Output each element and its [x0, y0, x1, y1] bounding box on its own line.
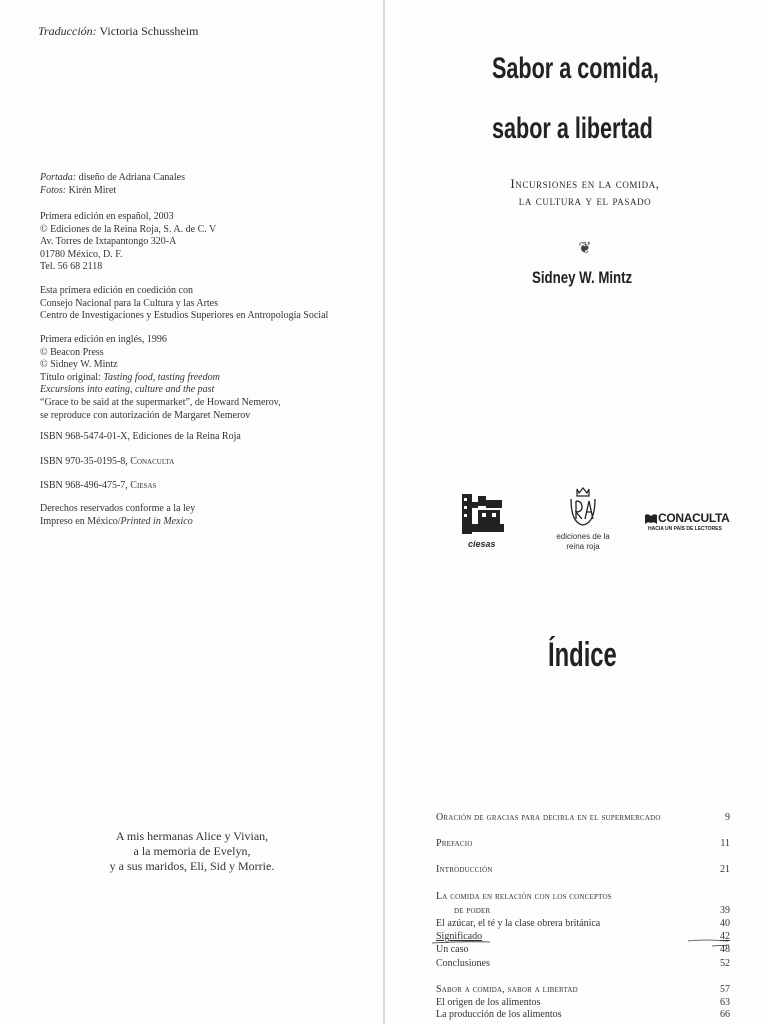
toc-entry-label: Oración de gracias para decirla en el supermercado: [436, 812, 661, 823]
toc-entry-label: Prefacio: [436, 838, 473, 849]
isbn-conaculta: [40, 456, 174, 469]
translation-credit: [38, 24, 198, 39]
isbn-number: ISBN 968-496-475-7,: [40, 480, 128, 491]
edition-line: Primera edición en inglés, 1996: [40, 334, 167, 345]
toc-entry-label: Significado: [436, 931, 483, 942]
subtitle-line: Incursiones en la comida,: [510, 176, 660, 191]
dedication-line: a la memoria de Evelyn,: [133, 844, 251, 858]
edition-line: © Ediciones de la Reina Roja, S. A. de C. V: [40, 223, 217, 235]
pen-annotation-mark: [430, 926, 740, 952]
toc-entry-page: 40: [720, 918, 730, 929]
conaculta-logo-text: CONACULTA: [658, 511, 730, 525]
printed-line: [40, 516, 193, 529]
toc-entry[interactable]: [436, 997, 730, 1008]
toc-entry-label: Introducción: [436, 864, 493, 875]
toc-entry[interactable]: [436, 812, 730, 823]
original-subtitle: Excursions into eating, culture and the past: [40, 384, 215, 396]
coedition-block: [40, 285, 328, 323]
cover-label: Portada:: [40, 172, 77, 183]
permission-line: se reproduce con autorización de Margaret Nemerov: [40, 409, 251, 421]
edition-line: 01780 México, D. F.: [40, 248, 123, 260]
printed-english: Printed in Mexico: [120, 516, 193, 527]
toc-entry-page: 66: [720, 1009, 730, 1020]
toc-entry[interactable]: [436, 864, 730, 875]
isbn-reina-roja: ISBN 968-5474-01-X, Ediciones de la Reina Roja: [40, 431, 241, 442]
toc-entry[interactable]: [436, 984, 730, 995]
book-subtitle: [420, 175, 750, 209]
toc-entry-page: 39: [720, 905, 730, 916]
toc-entry-page: 21: [720, 864, 730, 875]
toc-entry[interactable]: [436, 905, 730, 916]
crown-emblem-icon: [565, 487, 601, 527]
author-name: Sidney W. Mintz: [532, 268, 633, 287]
edition-line: Tel. 56 68 2118: [40, 261, 103, 273]
spanish-edition-block: [40, 211, 216, 274]
isbn-number: ISBN 970-35-0195-8,: [40, 456, 128, 467]
cover-text: diseño de Adriana Canales: [78, 172, 185, 183]
toc-entry-label: La comida en relación con los conceptos: [436, 891, 612, 902]
book-title-line1: Sabor a comida,: [492, 52, 659, 85]
dedication-line: A mis hermanas Alice y Vivian,: [115, 829, 269, 843]
conaculta-mark: [645, 511, 745, 525]
conaculta-logo: [645, 511, 745, 532]
toc-entry-page: 9: [725, 812, 730, 823]
rights-line: Derechos reservados conforme a la ley: [40, 503, 196, 514]
coedition-line: Esta primera edición en coedición con: [40, 285, 193, 296]
edition-line: Primera edición en español, 2003: [40, 211, 174, 222]
dedication: [0, 829, 384, 874]
toc-entry[interactable]: [436, 891, 730, 902]
photos-text: Kirén Miret: [68, 185, 117, 196]
ciesas-logo: [458, 492, 508, 550]
toc-entry-label: Sabor a comida, sabor a libertad: [436, 984, 578, 995]
edition-line: © Beacon Press: [40, 346, 104, 358]
isbn-publisher: Ciesas: [130, 480, 157, 491]
toc-entry-page: 63: [720, 997, 730, 1008]
conaculta-tagline: HACIA UN PAÍS DE LECTORES: [648, 526, 722, 532]
translation-label: Traducción:: [38, 24, 97, 38]
reina-roja-logo: [550, 487, 616, 559]
photos-label: Fotos:: [40, 185, 67, 196]
subtitle-line: la cultura y el pasado: [518, 193, 652, 208]
reina-roja-text-line: reina roja: [566, 542, 600, 551]
reina-roja-text-line: ediciones de la: [556, 532, 610, 541]
dedication-line: y a sus maridos, Eli, Sid y Morrie.: [109, 859, 275, 873]
toc-entry-page: 48: [720, 944, 730, 955]
english-edition-block: [40, 334, 281, 422]
toc-entry-label: Conclusiones: [436, 958, 490, 969]
ciesas-logo-text: ciesas: [468, 539, 496, 549]
edition-line: © Sidney W. Mintz: [40, 359, 118, 371]
isbn-ciesas: [40, 480, 156, 493]
grace-line: “Grace to be said at the supermarket”, de Howard Nemerov,: [40, 396, 281, 408]
toc-entry-label: El origen de los alimentos: [436, 997, 541, 1008]
toc-entry-label: La producción de los alimentos: [436, 1009, 562, 1020]
book-title-line2: sabor a libertad: [492, 112, 653, 145]
ornament-icon: ❦: [578, 240, 592, 257]
original-title-line: [40, 372, 281, 385]
photos-credit: [40, 185, 116, 198]
edition-line: Av. Torres de Ixtapantongo 320-A: [40, 236, 177, 248]
toc-entry-page: 11: [720, 838, 730, 849]
index-title: Índice: [548, 636, 617, 674]
toc-entry-label: de poder: [454, 905, 491, 916]
coedition-line: Centro de Investigaciones y Estudios Superiores en Antropología Social: [40, 310, 329, 322]
cover-credit: [40, 172, 185, 185]
toc-entry[interactable]: [436, 1009, 730, 1020]
toc-entry-label: Un caso: [436, 944, 469, 955]
isbn-publisher: Conaculta: [130, 456, 175, 467]
original-title-label: Título original:: [40, 371, 101, 383]
toc-entry-page: 57: [720, 984, 730, 995]
translation-name: Victoria Schussheim: [99, 24, 199, 38]
toc-entry-label: El azúcar, el té y la clase obrera británica: [436, 918, 601, 929]
reina-roja-logo-text: [550, 532, 616, 552]
coedition-line: Consejo Nacional para la Cultura y las Artes: [40, 297, 219, 309]
original-title: Tasting food, tasting freedom: [103, 371, 220, 383]
toc-entry[interactable]: [436, 838, 730, 849]
printed-prefix: Impreso en México/: [40, 516, 121, 527]
toc-entry[interactable]: [436, 958, 730, 969]
toc-entry-page: 42: [720, 931, 730, 942]
ciesas-emblem-icon: [458, 492, 508, 536]
toc-entry-page: 52: [720, 958, 730, 969]
open-book-icon: [645, 513, 657, 524]
